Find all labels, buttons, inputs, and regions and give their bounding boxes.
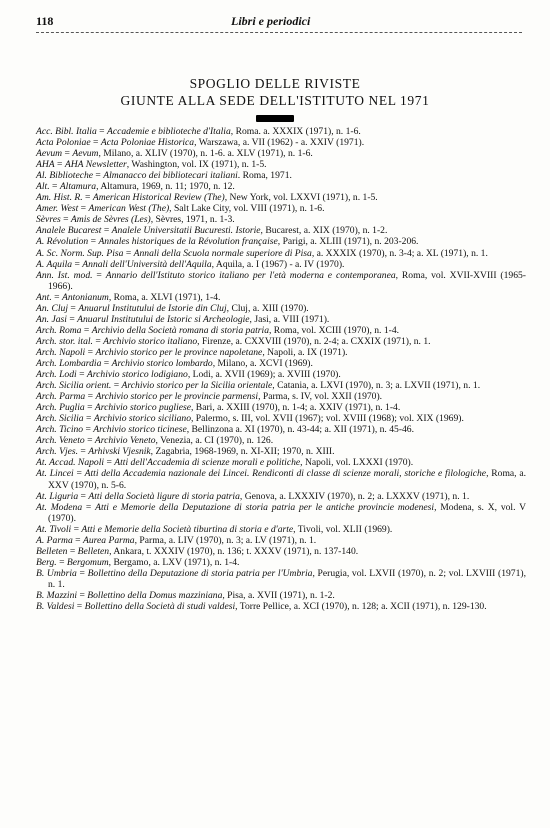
list-item	[36, 203, 526, 214]
journal-details: , Ankara, t. XXXIV (1970), n. 136; t. XXXV (1971), n. 137-140.	[109, 545, 359, 557]
journal-details: , Napoli, a. IX (1971).	[262, 346, 348, 358]
journal-details: , Aquila, a. I (1967) - a. IV (1970).	[211, 258, 345, 270]
journal-details: , Zagabria, 1968-1969, n. XI-XII; 1970, n. XIII.	[150, 446, 335, 458]
list-item	[36, 148, 526, 159]
journal-full-title: American Historical Review (The)	[92, 192, 225, 204]
journal-abbreviation: Belleten	[36, 545, 68, 557]
equals-sign: =	[60, 214, 71, 226]
journal-details: , Bergamo, a. LXV (1971), n. 1-4.	[108, 556, 240, 568]
list-item	[36, 314, 526, 325]
journal-details: , Roma, a. XXV (1970), n. 5-6.	[48, 468, 526, 491]
journal-abbreviation: Arch. Lodi	[36, 369, 77, 381]
equals-sign: =	[85, 346, 96, 358]
journal-abbreviation: At. Accad. Napoli	[36, 457, 105, 469]
journal-full-title: Atti e Memorie della Deputazione di storia patria per le antiche provincie modenesi	[95, 501, 435, 513]
equals-sign: =	[101, 225, 112, 237]
equals-sign: =	[72, 258, 83, 270]
journal-full-title: Altamura	[59, 181, 97, 193]
journal-details: , Catania, a. LXVI (1970), n. 3; a. LXVII (1971), n. 1.	[272, 380, 481, 392]
journal-details: , Parma, a. LIV (1970), n. 3; a. LV (1971), n. 1.	[134, 534, 317, 546]
equals-sign: =	[78, 490, 89, 502]
list-item	[36, 457, 526, 468]
journal-full-title: Archivio storico ticinese	[93, 424, 187, 436]
equals-sign: =	[82, 192, 93, 204]
equals-sign: =	[111, 380, 122, 392]
journal-abbreviation: AHA	[36, 159, 55, 171]
list-item	[36, 336, 526, 347]
equals-sign: =	[85, 391, 96, 403]
journal-abbreviation: Acta Poloniae	[36, 137, 91, 149]
list-item	[36, 358, 526, 369]
journal-details: , Modena, s. X, vol. V (1970).	[48, 501, 526, 524]
journal-abbreviation: B. Mazzini	[36, 589, 78, 601]
journal-full-title: Bollettino della Società di studi valdesi	[84, 601, 236, 613]
equals-sign: =	[123, 247, 134, 259]
list-item	[36, 270, 526, 292]
journal-details: , Roma. a. XXXIX (1971), n. 1-6.	[230, 126, 361, 137]
equals-sign: =	[51, 291, 62, 303]
list-item	[36, 557, 526, 568]
journal-full-title: Amis de Sèvres (Les)	[70, 214, 151, 226]
list-item	[36, 424, 526, 435]
journal-abbreviation: Alt.	[36, 181, 50, 193]
journal-details: , Genova, a. LXXXIV (1970), n. 2; a. LXXXV (1971), n. 1.	[239, 490, 470, 502]
journal-abbreviation: Al. Biblioteche	[36, 170, 94, 182]
journal-abbreviation: Arch. Roma	[36, 324, 82, 336]
equals-sign: =	[62, 148, 73, 160]
journal-details: , a. XXXIX (1970), n. 3-4; a. XL (1971), n. 1.	[311, 247, 488, 259]
journal-full-title: Atti dell'Accademia di scienze morali e politiche	[114, 457, 301, 469]
journal-full-title: Annales historiques de la Révolution française	[98, 236, 278, 248]
page-number: 118	[36, 14, 54, 28]
journal-abbreviation: An. Jasi	[36, 313, 67, 325]
journal-full-title: Bergomum	[66, 556, 109, 568]
journal-details: , Torre Pellice, a. XCI (1970), n. 128; a. XCII (1971), n. 129-130.	[235, 601, 487, 613]
list-item	[36, 391, 526, 402]
list-item	[36, 325, 526, 336]
journal-full-title: Annario dell'Istituto storico italiano per l'età moderna e contemporanea	[105, 269, 396, 281]
equals-sign: =	[76, 567, 88, 579]
list-item	[36, 491, 526, 502]
equals-sign: =	[49, 181, 60, 193]
list-item	[36, 435, 526, 446]
equals-sign: =	[101, 357, 112, 369]
running-title: Libri e periodici	[231, 14, 311, 28]
journal-full-title: Anuarul Institutului de Istoric si Archeologie	[77, 313, 250, 325]
journal-full-title: Aurea Parma	[83, 534, 135, 546]
list-item	[36, 502, 526, 524]
journal-abbreviation: Amer. West	[36, 203, 79, 215]
list-item	[36, 568, 526, 590]
journal-abbreviation: At. Tivoli	[36, 523, 72, 535]
list-item	[36, 601, 526, 612]
ornament-bar	[256, 115, 294, 122]
journal-details: , Perugia, vol. LXVII (1970), n. 2; vol. LXVIII (1971), n. 1.	[48, 567, 526, 590]
list-item	[36, 137, 526, 148]
journal-abbreviation: Arch. Vjes.	[36, 446, 79, 458]
equals-sign: =	[93, 170, 104, 182]
equals-sign: =	[92, 269, 106, 281]
title-line-1: SPOGLIO DELLE RIVISTE	[189, 76, 361, 91]
equals-sign: =	[67, 545, 78, 557]
equals-sign: =	[82, 501, 96, 513]
journal-details: , Tivoli, vol. XLII (1969).	[293, 523, 393, 535]
list-item	[36, 248, 526, 259]
journal-abbreviation: Arch. Puglia	[36, 402, 85, 414]
journal-abbreviation: Arch. Veneto	[36, 435, 85, 447]
equals-sign: =	[77, 589, 88, 601]
journal-abbreviation: A. Révolution	[36, 236, 89, 248]
equals-sign: =	[71, 523, 82, 535]
journal-abbreviation: Arch. stor. ital.	[36, 335, 93, 347]
list-item	[36, 347, 526, 358]
list-item	[36, 303, 526, 314]
list-item	[36, 259, 526, 270]
journal-full-title: Anuarul Institutului de Istorie din Cluj	[78, 302, 227, 314]
journal-full-title: Archivio storico lombardo	[111, 357, 213, 369]
journal-abbreviation: Arch. Sicilia orient.	[36, 380, 112, 392]
journal-full-title: Atti della Accademia nazionale dei Lincei. Rendiconti di classe di scienze morali, storiche e filologiche	[84, 468, 487, 480]
journal-full-title: Antonianum	[61, 291, 109, 303]
journal-abbreviation: B. Umbria	[36, 567, 77, 579]
header-rule	[36, 32, 522, 33]
list-item	[36, 369, 526, 380]
equals-sign: =	[83, 413, 94, 425]
equals-sign: =	[78, 446, 89, 458]
list-item	[36, 159, 526, 170]
journal-details: , Pisa, a. XVII (1971), n. 1-2.	[222, 589, 335, 601]
journal-details: , Roma, vol. XCIII (1970), n. 1-4.	[269, 324, 400, 336]
equals-sign: =	[56, 556, 67, 568]
journal-details: , Lodi, a. XVII (1969); a. XVIII (1970).	[187, 369, 341, 381]
list-item	[36, 535, 526, 546]
equals-sign: =	[54, 159, 65, 171]
journal-abbreviation: B. Valdesi	[36, 601, 75, 613]
journal-abbreviation: At. Modena	[36, 501, 83, 513]
equals-sign: =	[88, 236, 99, 248]
journal-abbreviation: Arch. Lombardia	[36, 357, 102, 369]
journal-details: , Sèvres, 1971, n. 1-3.	[150, 214, 235, 226]
equals-sign: =	[84, 402, 95, 414]
journal-abbreviation: Ann. Ist. mod.	[36, 269, 93, 281]
journal-abbreviation: Aevum	[36, 148, 63, 160]
equals-sign: =	[67, 302, 79, 314]
journal-full-title: Accademie e biblioteche d'Italia	[106, 126, 231, 137]
list-item	[36, 446, 526, 457]
journal-details: , Altamura, 1969, n. 11; 1970, n. 12.	[96, 181, 235, 193]
list-item	[36, 170, 526, 181]
journal-full-title: AHA Newsletter	[64, 159, 127, 171]
journal-full-title: Analele Universitatii Bucuresti. Istorie	[111, 225, 261, 237]
journal-full-title: Atti e Memorie della Società tiburtina di storia e d'arte	[81, 523, 294, 535]
journal-details: , Bellinzona a. XI (1970), n. 43-44; a. XII (1971), n. 45-46.	[186, 424, 415, 436]
title-line-2: GIUNTE ALLA SEDE DELL'ISTITUTO NEL 1971	[120, 93, 430, 108]
journal-abbreviation: An. Cluj	[36, 302, 68, 314]
journal-abbreviation: Analele Bucarest	[36, 225, 102, 237]
journal-details: , Bari, a. XXIII (1970), n. 1-4; a. XXIV (1971), n. 1-4.	[191, 402, 401, 414]
journal-abbreviation: At. Liguria	[36, 490, 79, 502]
equals-sign: =	[66, 313, 78, 325]
journal-full-title: Archivio storico pugliese	[94, 402, 191, 414]
list-item	[36, 214, 526, 225]
equals-sign: =	[76, 369, 87, 381]
journal-abbreviation: A. Sc. Norm. Sup. Pisa	[36, 247, 124, 259]
journal-details: , Firenze, a. CXXVIII (1970), n. 2-4; a. CXXIX (1971), n. 1.	[197, 335, 431, 347]
journal-full-title: Arhivski Vjesnik	[88, 446, 151, 458]
journal-details: , Cluj, a. XIII (1970).	[226, 302, 309, 314]
section-title	[0, 75, 550, 127]
journal-abbreviation: A. Aquila	[36, 258, 73, 270]
journal-abbreviation: A. Parma	[36, 534, 73, 546]
journal-full-title: Belleten	[77, 545, 110, 557]
journal-full-title: Aevum	[72, 148, 99, 160]
journal-details: , Washington, vol. IX (1971), n. 1-5.	[126, 159, 267, 171]
journal-details: , Roma, vol. XVII-XVIII (1965-1966).	[48, 269, 526, 292]
journal-full-title: Archivio storico italiano	[103, 335, 198, 347]
journal-details: , Milano, a. XCVI (1969).	[212, 357, 313, 369]
list-item	[36, 546, 526, 557]
journal-details: , Venezia, a. CI (1970), n. 126.	[155, 435, 274, 447]
journal-details: , New York, vol. LXXVI (1971), n. 1-5.	[224, 192, 378, 204]
equals-sign: =	[83, 424, 94, 436]
journal-abbreviation: At. Lincei	[36, 468, 74, 480]
journal-abbreviation: Arch. Ticino	[36, 424, 84, 436]
journal-abbreviation: Acc. Bibl. Italia	[36, 126, 97, 137]
journal-details: , Palermo, s. III, vol. XVII (1967); vol. XVIII (1968); vol. XIX (1969).	[191, 413, 464, 425]
list-item	[36, 126, 526, 137]
list-item	[36, 236, 526, 247]
journal-full-title: American West (The)	[88, 203, 170, 215]
equals-sign: =	[81, 324, 92, 336]
journal-full-title: Acta Poloniae Historica	[100, 137, 195, 149]
list-item	[36, 468, 526, 490]
journal-details: , Salt Lake City, vol. VIII (1971), n. 1-6.	[169, 203, 325, 215]
list-item	[36, 402, 526, 413]
journal-details: , Parma, s. IV, vol. XXII (1970).	[258, 391, 383, 403]
page-header	[36, 14, 522, 30]
equals-sign: =	[73, 468, 85, 480]
list-item	[36, 380, 526, 391]
equals-sign: =	[84, 435, 95, 447]
equals-sign: =	[104, 457, 115, 469]
journal-details: . Roma, 1971.	[237, 170, 292, 182]
list-item	[36, 292, 526, 303]
journal-details: , Jasi, a. VIII (1971).	[249, 313, 330, 325]
journal-full-title: Almanacco dei bibliotecari italiani	[103, 170, 238, 182]
journal-details: , Milano, a. XLIV (1970), n. 1-6. a. XLV (1971), n. 1-6.	[98, 148, 313, 160]
journal-abbreviation: Arch. Napoli	[36, 346, 86, 358]
journal-full-title: Archivio storico per le provincie parmensi	[95, 391, 259, 403]
journal-details: , Warszawa, a. VII (1962) - a. XXIV (1971).	[194, 137, 365, 149]
list-item	[36, 225, 526, 236]
journal-full-title: Annali dell'Università dell'Aquila	[82, 258, 212, 270]
equals-sign: =	[90, 137, 101, 149]
journal-list	[36, 126, 526, 612]
journal-abbreviation: Arch. Parma	[36, 391, 86, 403]
journal-abbreviation: Ant.	[36, 291, 52, 303]
journal-full-title: Bollettino della Domus mazziniana	[87, 589, 223, 601]
list-item	[36, 181, 526, 192]
journal-abbreviation: Am. Hist. R.	[36, 192, 83, 204]
journal-full-title: Archivio storico siciliano	[93, 413, 191, 425]
list-item	[36, 413, 526, 424]
equals-sign: =	[72, 534, 83, 546]
journal-abbreviation: Arch. Sicilia	[36, 413, 84, 425]
journal-full-title: Archivio storico per le province napoletane	[95, 346, 263, 358]
journal-full-title: Annali della Scuola normale superiore di Pisa	[133, 247, 312, 259]
equals-sign: =	[78, 203, 89, 215]
journal-full-title: Atti della Società ligure di storia patria	[88, 490, 240, 502]
equals-sign: =	[74, 601, 85, 613]
journal-full-title: Bollettino della Deputazione di storia patria per l'Umbria	[87, 567, 313, 579]
journal-full-title: Archivio storico lodigiano	[86, 369, 188, 381]
list-item	[36, 524, 526, 535]
list-item	[36, 590, 526, 601]
journal-details: , Roma, a. XLVI (1971), 1-4.	[108, 291, 221, 303]
equals-sign: =	[92, 335, 104, 347]
journal-details: , Napoli, vol. LXXXI (1970).	[300, 457, 414, 469]
journal-details: , Bucarest, a. XIX (1970), n. 1-2.	[260, 225, 388, 237]
journal-full-title: Archivio storico per la Sicilia orientale	[121, 380, 273, 392]
journal-full-title: Archivio Veneto	[94, 435, 156, 447]
journal-full-title: Archivio della Società romana di storia patria	[91, 324, 269, 336]
list-item	[36, 192, 526, 203]
equals-sign: =	[96, 126, 107, 137]
journal-abbreviation: Berg.	[36, 556, 57, 568]
journal-abbreviation: Sèvres	[36, 214, 61, 226]
journal-details: , Parigi, a. XLIII (1971), n. 203-206.	[277, 236, 419, 248]
